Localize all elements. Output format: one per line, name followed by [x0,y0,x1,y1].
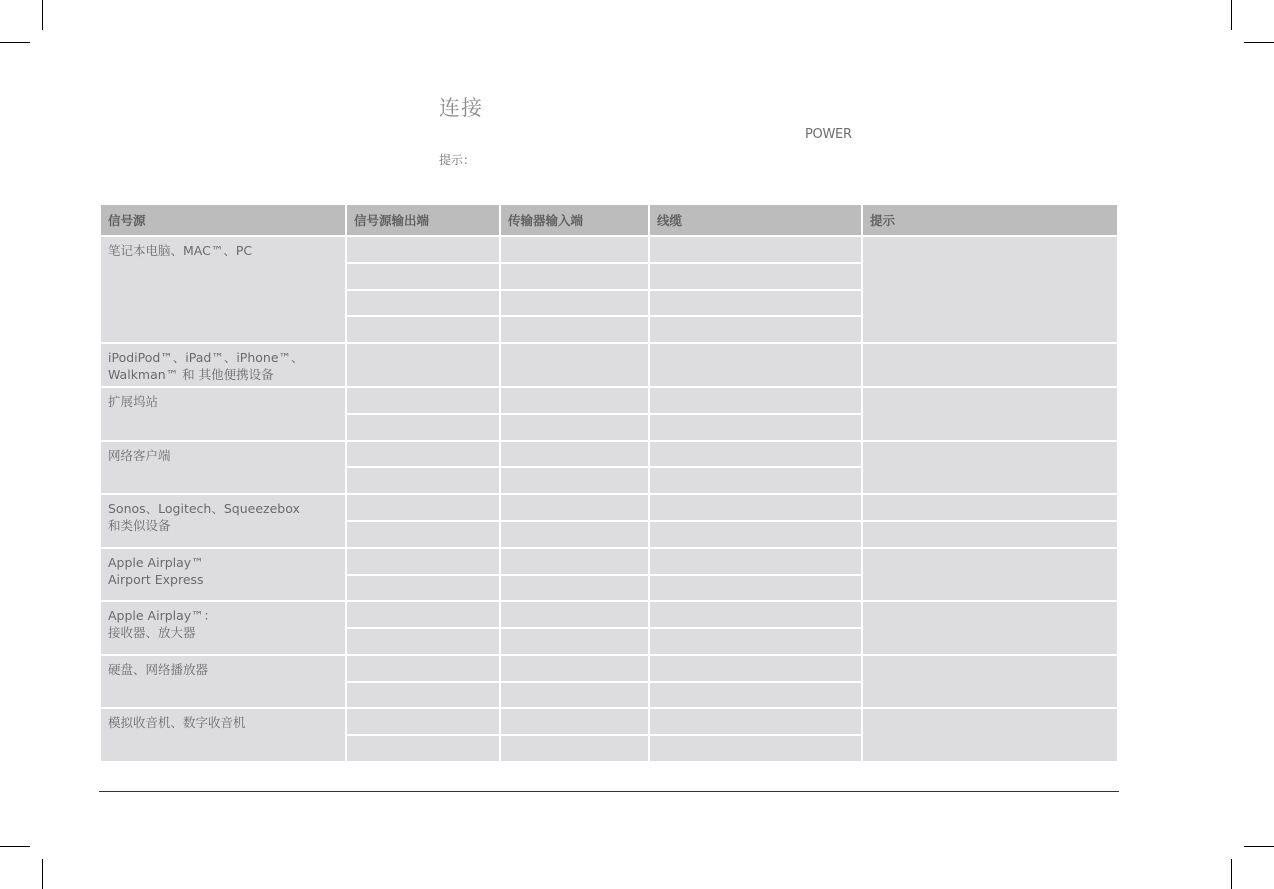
source-output-cell [346,628,500,655]
crop-mark [42,0,43,30]
source-output-cell [346,343,500,387]
power-label: POWER [805,127,852,142]
source-output-cell [346,316,500,343]
source-cell [100,387,346,441]
cable-cell [649,414,862,441]
cable-cell [649,628,862,655]
source-output-cell [346,655,500,682]
cable-cell [649,682,862,709]
bottom-rule [99,791,1119,792]
crop-mark [1244,42,1274,43]
cable-cell [649,494,862,521]
crop-mark [1244,846,1274,847]
table-header-row [100,204,1118,236]
cable-cell [649,708,862,735]
transmitter-input-cell [500,387,649,414]
source-cell [100,601,346,655]
table-row [100,708,1118,735]
source-output-cell [346,414,500,441]
tip-cell [862,387,1118,441]
cable-cell [649,575,862,602]
cable-cell [649,263,862,290]
source-label: Airport Express [108,571,204,587]
source-output-cell [346,387,500,414]
source-output-cell [346,290,500,317]
connection-table [99,203,1119,763]
crop-mark [0,42,30,43]
table-row [100,236,1118,263]
header-transmitter-input: 传输器输入端 [500,204,649,236]
source-cell [100,343,346,387]
crop-mark [1231,0,1232,30]
source-label: Apple Airplay™： [108,608,217,624]
transmitter-input-cell [500,343,649,387]
source-output-cell [346,467,500,494]
source-output-cell [346,521,500,548]
header-tip: 提示 [862,204,1118,236]
transmitter-input-cell [500,655,649,682]
source-label: 扩展坞站 [108,394,159,410]
cable-cell [649,601,862,628]
transmitter-input-cell [500,708,649,735]
source-label: Apple Airplay™ [108,554,204,570]
tip-cell [862,236,1118,343]
source-label: Walkman™ 和 其他便携设备 [108,367,274,383]
source-label: 笔记本电脑、MAC™、PC [108,243,253,258]
source-label: Sonos、Logitech、Squeezebox [108,501,300,517]
tip-cell [862,343,1118,387]
cable-cell [649,441,862,468]
cable-cell [649,387,862,414]
cable-cell [649,316,862,343]
crop-mark [42,859,43,889]
page-title: 连接 [439,96,483,120]
source-label: 接收器、放大器 [108,625,196,641]
source-label: 硬盘、网络播放器 [108,661,209,677]
transmitter-input-cell [500,441,649,468]
source-output-cell [346,263,500,290]
tip-cell [862,655,1118,709]
cable-cell [649,655,862,682]
tip-cell [862,441,1118,495]
header-source-output: 信号源输出端 [346,204,500,236]
source-label: 和类似设备 [108,518,171,534]
transmitter-input-cell [500,682,649,709]
table-row [100,387,1118,414]
transmitter-input-cell [500,494,649,521]
source-output-cell [346,494,500,521]
tip-cell [862,708,1118,762]
header-cable: 线缆 [649,204,862,236]
cable-cell [649,548,862,575]
transmitter-input-cell [500,316,649,343]
tip-cell [862,548,1118,602]
cable-cell [649,343,862,387]
transmitter-input-cell [500,263,649,290]
source-output-cell [346,236,500,263]
crop-mark [0,846,30,847]
tip-cell [862,601,1118,655]
source-output-cell [346,441,500,468]
table-row [100,494,1118,521]
source-output-cell [346,575,500,602]
source-cell [100,494,346,548]
source-label: 模拟收音机、数字收音机 [108,715,246,731]
transmitter-input-cell [500,290,649,317]
tip-cell [862,494,1118,521]
transmitter-input-cell [500,735,649,762]
transmitter-input-cell [500,575,649,602]
table-row [100,548,1118,575]
cable-cell [649,735,862,762]
source-output-cell [346,735,500,762]
transmitter-input-cell [500,548,649,575]
transmitter-input-cell [500,601,649,628]
cable-cell [649,467,862,494]
transmitter-input-cell [500,414,649,441]
table-row [100,601,1118,628]
tip-label: 提示： [439,153,476,167]
transmitter-input-cell [500,236,649,263]
transmitter-input-cell [500,628,649,655]
source-label: 网络客户端 [108,447,171,463]
source-output-cell [346,548,500,575]
transmitter-input-cell [500,467,649,494]
cable-cell [649,521,862,548]
table-row [100,441,1118,468]
source-cell [100,655,346,709]
source-output-cell [346,708,500,735]
cable-cell [649,236,862,263]
cable-cell [649,290,862,317]
source-label: iPodiPod™、iPad™、iPhone™、 [108,350,304,366]
table-row [100,343,1118,387]
tip-cell [862,521,1118,548]
transmitter-input-cell [500,521,649,548]
source-cell [100,708,346,762]
source-output-cell [346,601,500,628]
table-row [100,655,1118,682]
header-source: 信号源 [100,204,346,236]
source-cell [100,441,346,495]
table-body [100,236,1118,762]
source-cell [100,548,346,602]
source-output-cell [346,682,500,709]
crop-mark [1231,859,1232,889]
source-cell [100,236,346,343]
